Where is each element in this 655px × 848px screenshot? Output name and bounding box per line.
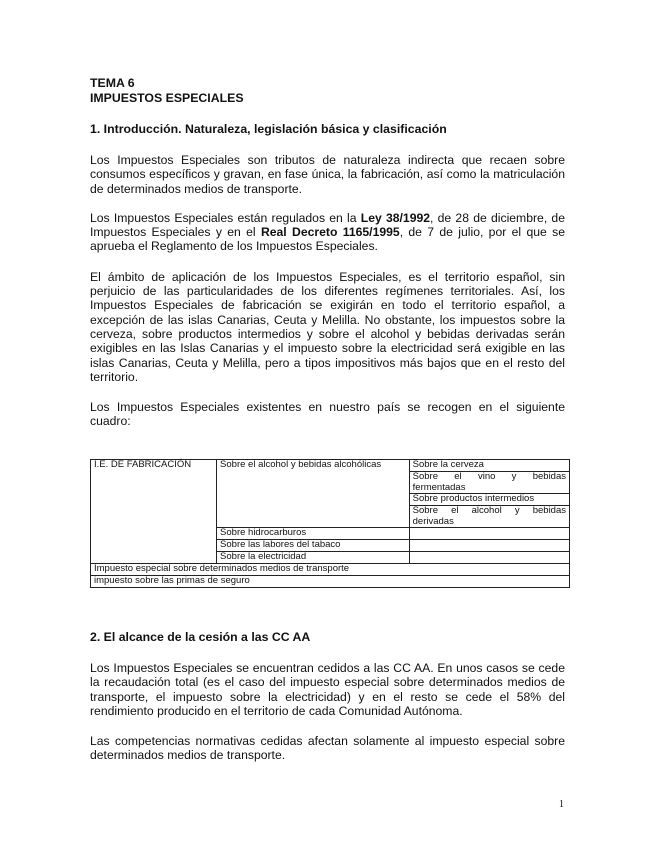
document-title: TEMA 6 [90,76,135,90]
section-2 [90,630,565,763]
empty-cell [409,528,569,540]
paragraph-intro: Los Impuestos Especiales son tributos de naturaleza indirecta que recaen sobre consumos específicos y gravan, en fase única, la fabricación, así como la matriculación de determinados medios de transporte. [90,153,565,196]
decree-reference: Real Decreto 1165/1995 [260,225,400,240]
table-cell: Sobre productos intermedios [409,494,569,506]
law-reference: Ley 38/1992 [360,210,431,225]
transport-tax-cell: Impuesto especial sobre determinados medios de transporte [91,564,570,576]
alcohol-group-cell: Sobre el alcohol y bebidas alcohólicas [217,460,410,528]
empty-cell [409,552,569,564]
paragraph-table-intro: Los Impuestos Especiales existentes en nuestro país se recogen en el siguiente cuadro: [90,400,565,429]
legislation-text-c: , de 7 de julio, por el que se aprueba el Reglamento de los Impuestos Especiales. [90,225,565,254]
empty-cell [409,540,569,552]
section-2-heading: 2. El alcance de la cesión a las CC AA [90,630,311,644]
paragraph-regulatory: Las competencias normativas cedidas afectan solamente al impuesto especial sobre determinados medios de transporte. [90,734,565,763]
document-subtitle: IMPUESTOS ESPECIALES [90,90,244,105]
table-cell: Sobre el alcohol y bebidas derivadas [409,506,569,528]
paragraph-scope: El ámbito de aplicación de los Impuestos Especiales, es el territorio español, sin perjuicio de las particularidades de los diferentes regímenes territoriales. Así, los Impuestos Especiales de fabricación se exigirán en todo el territorio español, a excepción de las islas Canarias, Ceuta y Melilla. No obstante, los impuestos sobre la cerveza, sobre productos intermedios y sobre el alcohol y bebidas derivadas serán exigibles en las Islas Canarias y el impuesto sobre la electricidad será exigible en las islas Canarias, Ceuta y Melilla, pero a tipos impositivos más bajos que en el resto del territorio. [90,269,565,384]
table-cell: Sobre la electricidad [217,552,410,564]
table-row [91,576,570,588]
table-cell: Sobre las labores del tabaco [217,540,410,552]
section-1 [90,76,565,429]
page-number: 1 [559,799,564,810]
section-1-heading: 1. Introducción. Naturaleza, legislación básica y clasificación [90,122,447,136]
paragraph-legislation [90,211,565,254]
insurance-tax-cell: impuesto sobre las primas de seguro [91,576,570,588]
legislation-text-b: , de 28 de diciembre, de Impuestos Especiales y en el [90,210,565,240]
table-row [91,564,570,576]
table-cell: Sobre el vino y bebidas fermentadas [409,472,569,494]
taxes-table [90,459,570,588]
table-cell: Sobre la cerveza [409,460,569,472]
manufacturing-taxes-cell: I.E. DE FABRICACIÓN [91,460,217,564]
table-cell: Sobre hidrocarburos [217,528,410,540]
paragraph-cession: Los Impuestos Especiales se encuentran cedidos a las CC AA. En unos casos se cede la recaudación total (es el caso del impuesto especial sobre determinados medios de transporte, el impuesto sobre la electricidad) y en el resto se cede el 58% del rendimiento producido en el territorio de cada Comunidad Autónoma. [90,661,565,718]
table-row [91,460,570,472]
legislation-text-a: Los Impuestos Especiales están regulados en la [90,210,361,225]
